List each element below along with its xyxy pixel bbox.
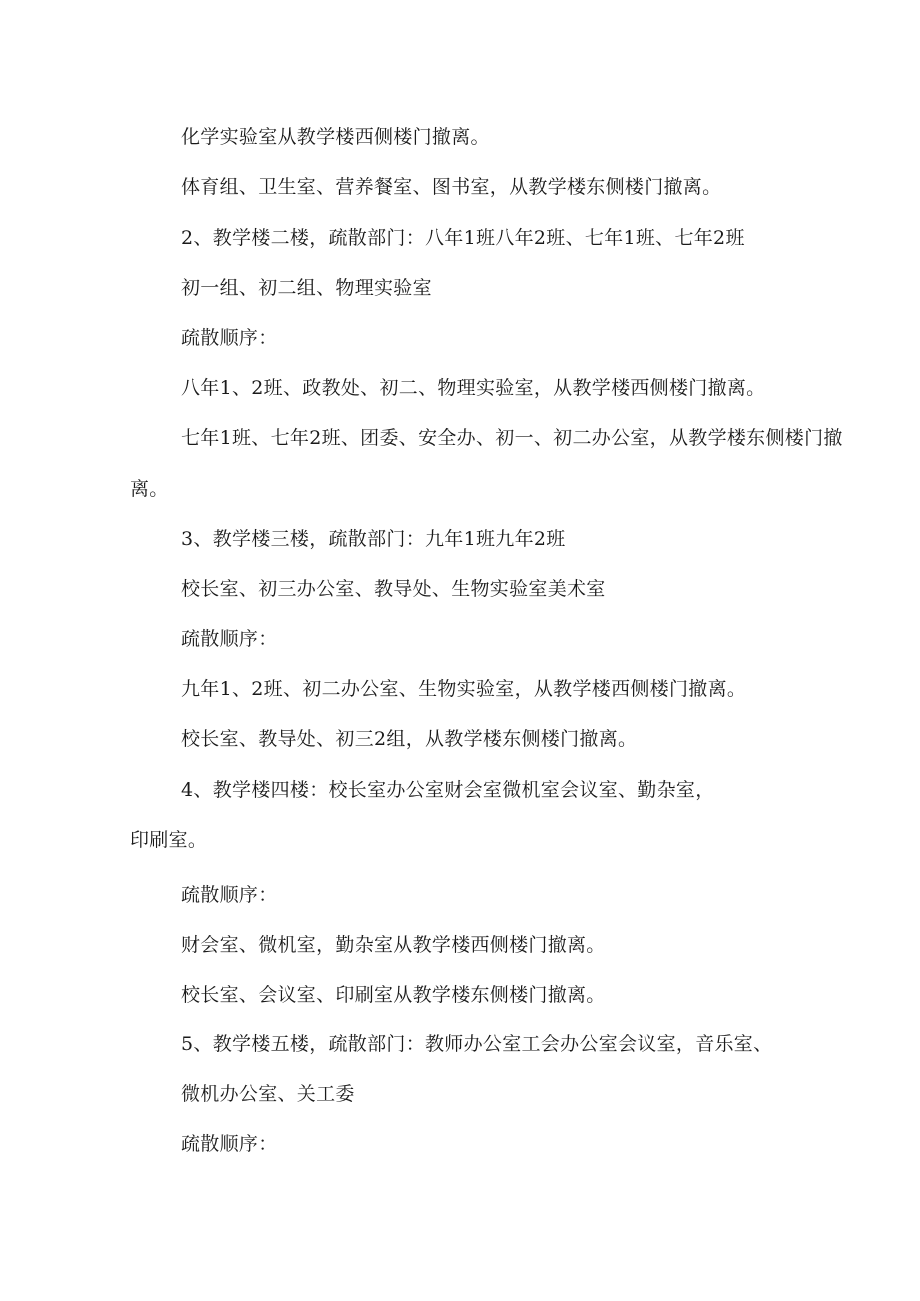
text-line: 体育组、卫生室、营养餐室、图书室，从教学楼东侧楼门撤离。 [181,176,722,198]
text-line: 印刷室。 [130,829,208,851]
text-line: 校长室、初三办公室、教导处、生物实验室美术室 [181,578,606,600]
text-line: 校长室、教导处、初三2组，从教学楼东侧楼门撤离。 [181,728,638,750]
text-line: 七年1班、七年2班、团委、安全办、初一、初二办公室，从教学楼东侧楼门撤 [181,427,843,449]
text-line: 校长室、会议室、印刷室从教学楼东侧楼门撤离。 [181,984,606,1006]
text-line: 疏散顺序： [181,1133,278,1155]
text-line: 疏散顺序： [181,628,278,650]
text-line: 微机办公室、关工委 [181,1083,355,1105]
text-line: 化学实验室从教学楼西侧楼门撤离。 [181,126,490,148]
section-heading: 3、教学楼三楼，疏散部门：九年1班九年2班 [181,528,566,550]
text-line: 疏散顺序： [181,327,278,349]
text-line: 离。 [130,478,169,500]
section-heading: 4、教学楼四楼：校长室办公室财会室微机室会议室、勤杂室， [181,779,715,801]
text-line: 九年1、2班、初二办公室、生物实验室，从教学楼西侧楼门撤离。 [181,678,747,700]
section-heading: 5、教学楼五楼，疏散部门：教师办公室工会办公室会议室，音乐室、 [181,1033,773,1055]
section-heading: 2、教学楼二楼，疏散部门：八年1班八年2班、七年1班、七年2班 [181,227,745,249]
text-line: 八年1、2班、政教处、初二、物理实验室，从教学楼西侧楼门撤离。 [181,377,766,399]
text-line: 财会室、微机室，勤杂室从教学楼西侧楼门撤离。 [181,934,606,956]
text-line: 疏散顺序： [181,884,278,906]
text-line: 初一组、初二组、物理实验室 [181,277,432,299]
